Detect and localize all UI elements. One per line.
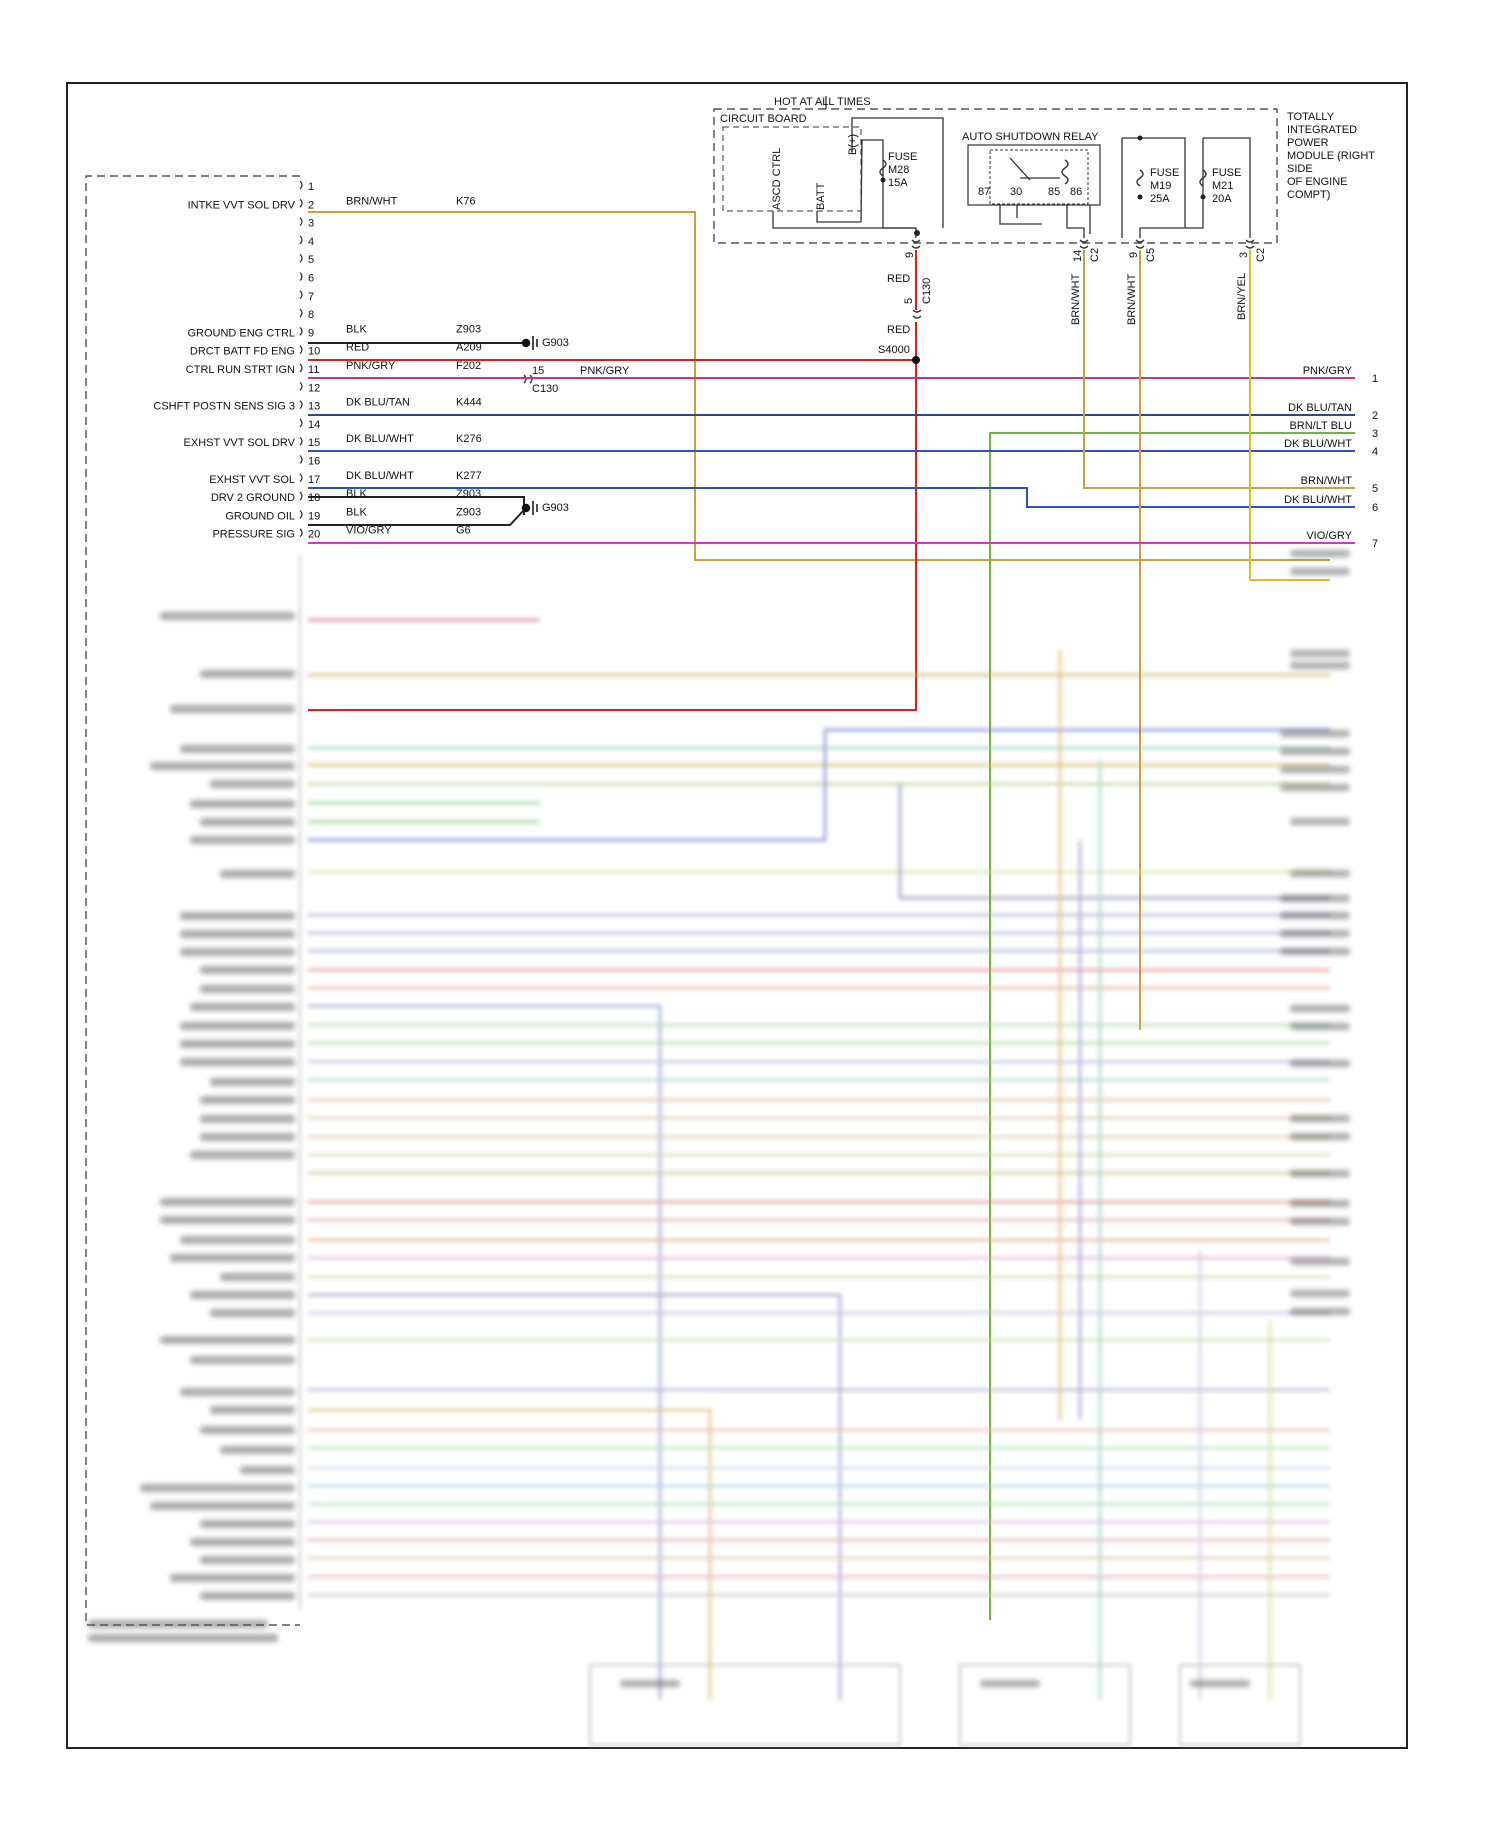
fuse-m21-line3: 20A: [1212, 193, 1232, 205]
circuit-id-label: G6: [456, 524, 471, 537]
pin-tick: [300, 327, 302, 335]
circuit-board-label: CIRCUIT BOARD: [720, 113, 807, 125]
wire-color-label: DK BLU/WHT: [346, 433, 414, 446]
right-wire-label: BRN/LT BLU: [1289, 420, 1352, 432]
circuit-id-label: Z903: [456, 323, 482, 336]
right-pin-number: 4: [1372, 446, 1379, 458]
tipm-dashed-box: [714, 109, 1277, 243]
lower-section-blurred: [308, 620, 1330, 1745]
pin-function-label: GROUND OIL: [225, 510, 295, 523]
pin-number: 19: [308, 510, 321, 523]
c130-top-conn: C130: [921, 277, 933, 304]
wire-color-label: VIO/GRY: [346, 524, 392, 537]
pin-function-label: PRESSURE SIG: [212, 528, 295, 541]
c130-inline-conn: C130: [532, 383, 559, 395]
pin-function-label: EXHST VVT SOL DRV: [183, 437, 295, 450]
c130-inline-wire: PNK/GRY: [580, 365, 630, 377]
pin-tick: [300, 181, 302, 189]
circuit-board-box: [723, 127, 861, 211]
wire-color-label: DK BLU/WHT: [346, 469, 414, 482]
right-pin-number: 3: [1372, 428, 1379, 440]
pin-tick: [300, 382, 302, 390]
module-label-6: OF ENGINE: [1287, 176, 1348, 188]
pin-number: 12: [308, 382, 321, 395]
pin-number: 9: [308, 327, 315, 340]
module-label-3: POWER: [1287, 137, 1329, 149]
circuit-id-label: K277: [456, 469, 482, 482]
wire-red-vertical-2: [308, 322, 916, 710]
circuit-id-label: K444: [456, 396, 482, 409]
right-pin-number: 7: [1372, 538, 1379, 550]
pin-function-label: DRV 2 GROUND: [210, 492, 295, 505]
relay-pin-86: 86: [1070, 186, 1083, 198]
right-pin-number: 6: [1372, 502, 1379, 514]
red-lower-label: RED: [887, 324, 911, 336]
c130-top-pin: 5: [903, 297, 915, 304]
vert-wire-label-1: BRN/WHT: [1070, 273, 1082, 325]
pin-number: 16: [308, 455, 321, 468]
fuse-m28-line3: 15A: [888, 177, 908, 189]
right-wire-label: BRN/WHT: [1300, 475, 1352, 487]
wire-z903-19: [308, 510, 524, 525]
wire-color-label: PNK/GRY: [346, 360, 396, 372]
module-label-1: TOTALLY: [1287, 111, 1335, 123]
pin-number: 3: [308, 217, 315, 230]
fuse-m19-line3: 25A: [1150, 193, 1170, 205]
pin-tick: [300, 364, 302, 372]
drop-pin-2: 14: [1072, 249, 1084, 262]
pin-function-label: INTKE VVT SOL DRV: [187, 199, 295, 212]
relay-pin-30: 30: [1010, 186, 1023, 198]
right-wire-label: VIO/GRY: [1306, 530, 1352, 542]
right-edge-labels: [1284, 365, 1378, 550]
drop-pin-1: 9: [904, 251, 916, 258]
circuit-id-label: A209: [456, 341, 482, 354]
pin-tick: [300, 474, 302, 482]
pin-number: 11: [308, 364, 320, 376]
pin-number: 10: [308, 345, 321, 358]
vert-wire-label-2: BRN/WHT: [1126, 273, 1138, 325]
fuse-m19-line1: FUSE: [1150, 167, 1180, 179]
pin-number: 20: [308, 528, 321, 541]
splice-label: S4000: [878, 344, 910, 356]
pin-ticks: [300, 181, 302, 537]
pin-function-label: CSHFT POSTN SENS SIG 3: [153, 400, 295, 413]
pin-tick: [300, 254, 302, 262]
right-wire-label: PNK/GRY: [1302, 365, 1352, 377]
pin-number: 6: [308, 272, 315, 285]
wire-color-label: BLK: [346, 323, 367, 336]
vert-wire-label-3: BRN/YEL: [1236, 272, 1248, 320]
red-upper-label: RED: [887, 273, 911, 285]
pin-number: 18: [308, 492, 321, 505]
fuse-m19-line2: M19: [1150, 180, 1172, 192]
right-pin-number: 1: [1372, 373, 1379, 385]
module-label-7: COMPT): [1287, 189, 1331, 201]
pin-function-label: CTRL RUN STRT IGN: [185, 364, 295, 376]
pin-tick: [300, 218, 302, 226]
wire-color-label: DK BLU/TAN: [346, 396, 410, 409]
right-pin-number: 2: [1372, 410, 1379, 422]
pin-number: 14: [308, 418, 321, 431]
batt-label: BATT: [815, 182, 827, 210]
circuit-id-label: Z903: [456, 506, 482, 519]
circuit-id-label: K276: [456, 433, 482, 446]
wire-color-label: BLK: [346, 488, 367, 501]
pin-number: 8: [308, 309, 315, 322]
pin-tick: [300, 401, 302, 409]
module-label-4: MODULE (RIGHT: [1287, 150, 1375, 162]
ground-bottom-label: G903: [542, 502, 569, 514]
pin-number: 1: [308, 181, 315, 193]
pin-tick: [300, 419, 302, 427]
drop-pin-3: 9: [1128, 251, 1140, 258]
fuse-m21-line2: M21: [1212, 180, 1234, 192]
fuse-m21-line1: FUSE: [1212, 167, 1242, 179]
fuse-m28-line2: M28: [888, 164, 910, 176]
right-wire-label: DK BLU/WHT: [1284, 438, 1352, 450]
circuit-id-label: K76: [456, 195, 476, 208]
pin-tick: [300, 309, 302, 317]
pin-number: 13: [308, 400, 321, 413]
module-label-2: INTEGRATED: [1287, 124, 1358, 136]
pin-number: 17: [308, 473, 321, 486]
pin-tick: [300, 492, 302, 500]
wire-color-label: BLK: [346, 506, 367, 519]
right-wire-label: DK BLU/WHT: [1284, 494, 1352, 506]
pin-tick: [300, 510, 302, 518]
fuse-m28-line1: FUSE: [888, 151, 918, 163]
relay-pin-87: 87: [978, 186, 991, 198]
pin-tick: [300, 346, 302, 354]
c130-inline-pin: 15: [532, 365, 545, 377]
pin-number: 4: [308, 235, 315, 248]
ascd-ctrl-label: ASCD CTRL: [771, 147, 783, 210]
hot-at-all-times-label: HOT AT ALL TIMES: [774, 96, 871, 108]
drop-conn-4: C2: [1255, 247, 1267, 262]
right-pin-number: 5: [1372, 483, 1379, 495]
pin-tick: [300, 291, 302, 299]
drop-pin-4: 3: [1238, 251, 1250, 258]
pin-number: 2: [308, 199, 315, 212]
circuit-id-label: Z903: [456, 488, 482, 501]
ground-top-label: G903: [542, 337, 569, 349]
module-label-5: SIDE: [1287, 163, 1313, 175]
pin-tick: [300, 273, 302, 281]
pin-tick: [300, 529, 302, 537]
circuit-id-label: F202: [456, 360, 482, 372]
drop-conn-3: C5: [1145, 247, 1157, 262]
pin-number: 7: [308, 290, 315, 303]
pin-tick: [300, 199, 302, 207]
splice-s4000: [912, 356, 920, 364]
wire-color-label: RED: [346, 341, 370, 354]
bplus-label: B(+): [847, 133, 859, 155]
pin-function-label: DRCT BATT FD ENG: [189, 345, 295, 358]
relay-title: AUTO SHUTDOWN RELAY: [962, 131, 1099, 143]
pin-tick: [300, 437, 302, 445]
right-wire-label: DK BLU/TAN: [1288, 402, 1352, 414]
drop-conn-2: C2: [1089, 247, 1101, 262]
pin-tick: [300, 236, 302, 244]
pin-function-label: GROUND ENG CTRL: [187, 327, 295, 340]
pin-number: 5: [308, 254, 315, 267]
wire-color-label: BRN/WHT: [346, 195, 398, 208]
relay-pin-85: 85: [1048, 186, 1061, 198]
pin-function-label: EXHST VVT SOL: [209, 473, 295, 486]
pin-tick: [300, 456, 302, 464]
pin-number: 15: [308, 437, 321, 450]
wire-z903-18: [308, 497, 524, 515]
